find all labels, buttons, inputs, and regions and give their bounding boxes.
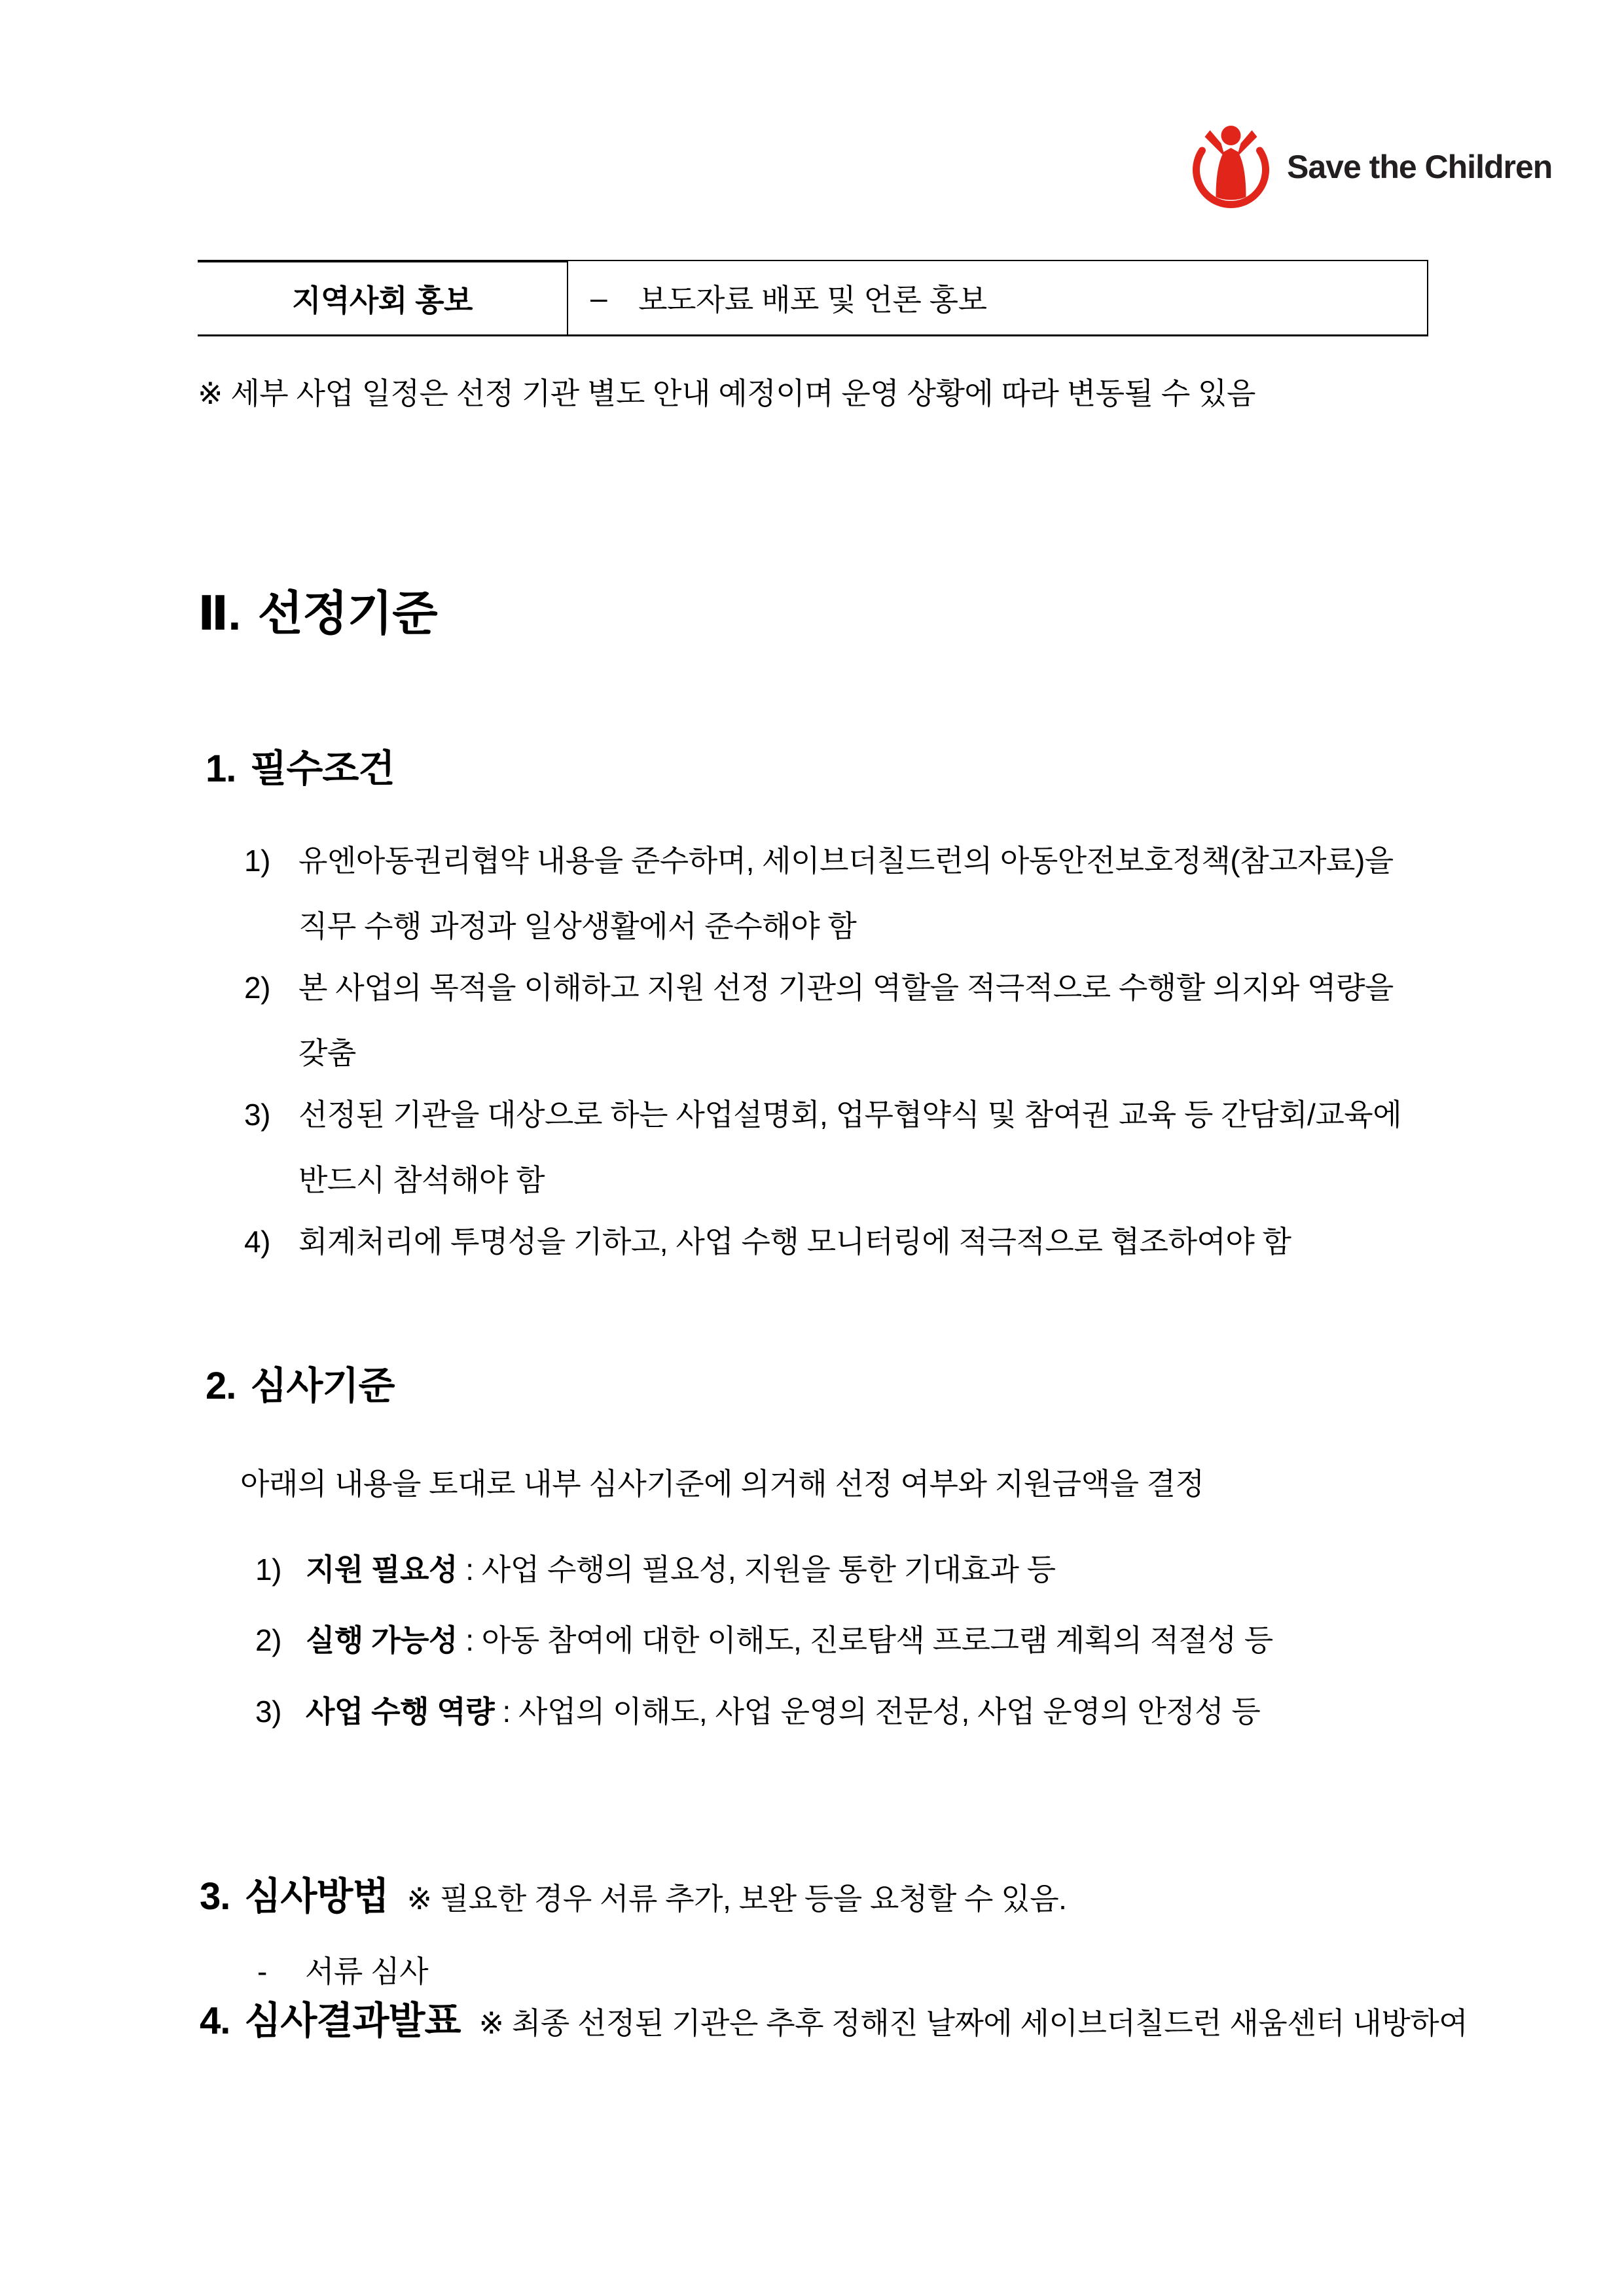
table-content-text: 보도자료 배포 및 언론 홍보 — [638, 283, 987, 317]
table-cell-category: 지역사회 홍보 — [198, 260, 568, 334]
item-line — [306, 1537, 1056, 1602]
list-item — [244, 1209, 1291, 1274]
item-marker: 2) — [244, 971, 270, 1005]
item-line: 선정된 기관을 대상으로 하는 사업설명회, 업무협약식 및 참여권 교육 등 간담회/교육에 — [298, 1098, 1402, 1132]
item-line: 회계처리에 투명성을 기하고, 사업 수행 모니터링에 적극적으로 협조하여야 함 — [298, 1225, 1291, 1259]
section-heading-required — [206, 747, 395, 790]
item-marker: 3) — [255, 1695, 281, 1729]
item-marker: 2) — [255, 1623, 281, 1657]
section-title: 심사기준 — [250, 1365, 395, 1407]
section-number: 4. — [200, 2000, 230, 2042]
section-title: 심사방법 — [244, 1875, 389, 1918]
criteria-label: 사업 수행 역량 — [306, 1695, 495, 1729]
item-line: 서류 심사 — [305, 1954, 429, 1988]
item-line: 직무 수행 과정과 일상생활에서 준수해야 함 — [298, 909, 857, 943]
section-number: 3. — [200, 1875, 230, 1918]
section-number: 2. — [206, 1365, 236, 1407]
criteria-item — [255, 1537, 1056, 1602]
chapter-numeral: Ⅱ. — [198, 588, 241, 640]
section-number: 1. — [206, 747, 236, 790]
item-line — [306, 1607, 1273, 1673]
item-line: 반드시 참석해야 함 — [298, 1163, 545, 1197]
chapter-title: 선정기준 — [257, 588, 437, 640]
section-title: 필수조건 — [250, 747, 395, 790]
item-marker: 1) — [255, 1552, 281, 1587]
section-heading-criteria — [206, 1367, 395, 1405]
criteria-desc: : 사업 수행의 필요성, 지원을 통한 기대효과 등 — [457, 1552, 1056, 1587]
save-the-children-icon — [1186, 121, 1276, 213]
list-item — [244, 828, 1394, 959]
table-dash: – — [590, 281, 607, 315]
criteria-label: 지원 필요성 — [306, 1552, 458, 1587]
item-line: 본 사업의 목적을 이해하고 지원 선정 기관의 역할을 적극적으로 수행할 의지와 역량을 — [298, 971, 1394, 1005]
method-note: ※ 필요한 경우 서류 추가, 보완 등을 요청할 수 있음. — [406, 1882, 1067, 1916]
item-marker: 4) — [244, 1225, 270, 1259]
criteria-item — [255, 1679, 1260, 1744]
criteria-intro: 아래의 내용을 토대로 내부 심사기준에 의거해 선정 여부와 지원금액을 결정 — [240, 1467, 1204, 1501]
list-item — [244, 1082, 1401, 1213]
result-note: ※ 최종 선정된 기관은 추후 정해진 날짜에 세이브더칠드런 새움센터 내방하여 — [478, 2006, 1468, 2040]
section-heading-method — [200, 1875, 1067, 1918]
item-marker: - — [257, 1954, 267, 1988]
criteria-item — [255, 1607, 1273, 1673]
table-cell-content — [568, 260, 1427, 334]
section-title: 심사결과발표 — [244, 2000, 461, 2042]
item-line — [306, 1679, 1260, 1744]
chapter-heading — [198, 588, 437, 640]
method-item — [257, 1939, 428, 2004]
schedule-note: ※ 세부 사업 일정은 선정 기관 별도 안내 예정이며 운영 상황에 따라 변동될 수 있음 — [198, 376, 1255, 410]
list-item — [244, 955, 1394, 1086]
criteria-label: 실행 가능성 — [306, 1623, 458, 1657]
section-heading-result — [200, 2002, 1468, 2040]
promotion-table — [198, 260, 1428, 336]
logo-wordmark: Save the Children — [1287, 149, 1553, 185]
item-line: 갖춤 — [298, 1036, 356, 1070]
save-the-children-logo — [1186, 121, 1552, 213]
criteria-desc: : 사업의 이해도, 사업 운영의 전문성, 사업 운영의 안정성 등 — [494, 1695, 1261, 1729]
criteria-desc: : 아동 참여에 대한 이해도, 진로탐색 프로그램 계획의 적절성 등 — [457, 1623, 1273, 1657]
item-line: 유엔아동권리협약 내용을 준수하며, 세이브더칠드런의 아동안전보호정책(참고자료)을 — [298, 844, 1394, 878]
item-marker: 1) — [244, 844, 270, 878]
item-marker: 3) — [244, 1098, 270, 1132]
